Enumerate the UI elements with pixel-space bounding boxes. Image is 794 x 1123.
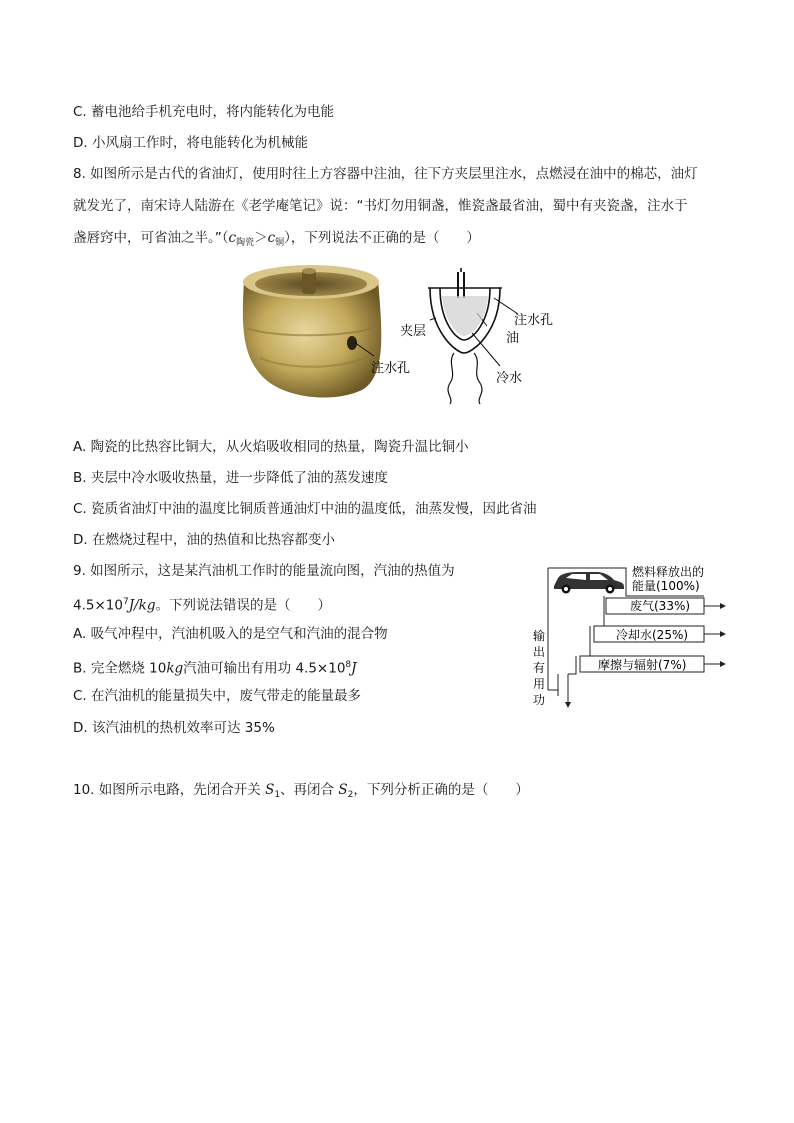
oil-lamp-figure bbox=[232, 258, 572, 408]
useful-char-3: 有 bbox=[533, 661, 546, 675]
q10-stem bbox=[73, 780, 529, 805]
useful-char-1: 输 bbox=[533, 629, 546, 643]
work-exp: 8 bbox=[345, 660, 352, 670]
sub-copper: 铜 bbox=[275, 238, 285, 248]
car-icon bbox=[554, 572, 624, 594]
q9-option-d: D. 该汽油机的热机效率可达 35% bbox=[73, 720, 275, 736]
useful-char-4: 用 bbox=[533, 677, 546, 691]
q10-stem-text: 10. 如图所示电路，先闭合开关 bbox=[73, 782, 266, 798]
kg-unit: kg bbox=[166, 660, 184, 677]
oil-fill bbox=[442, 296, 488, 336]
q10-sep: 、再闭合 bbox=[280, 782, 339, 798]
label-cold-water: 冷水 bbox=[496, 371, 523, 386]
q8-option-a: A. 陶瓷的比热容比铜大，从火焰吸收相同的热量，陶瓷升温比铜小 bbox=[73, 439, 469, 455]
q8-option-c: C. 瓷质省油灯中油的温度比铜质普通油灯中油的温度低，油蒸发慢，因此省油 bbox=[73, 501, 537, 517]
q8-stem-line3 bbox=[73, 228, 480, 253]
switch-s2-sub: 2 bbox=[347, 790, 354, 800]
q10-stem-end: ，下列分析正确的是（ ） bbox=[353, 782, 529, 798]
heat-value-unit: J/kg bbox=[128, 597, 156, 614]
q9-option-b-text: B. 完全燃烧 10 bbox=[73, 660, 167, 677]
friction-label: 摩擦与辐射(7%) bbox=[598, 658, 687, 672]
switch-s1-sub: 1 bbox=[274, 790, 281, 800]
q9-option-b bbox=[73, 655, 357, 679]
switch-s1: S bbox=[265, 782, 275, 798]
q9-option-b-text2: 汽油可输出有用功 4.5×10 bbox=[183, 660, 346, 677]
q7-option-c: C. 蓄电池给手机充电时，将内能转化为电能 bbox=[73, 104, 335, 120]
q8-option-b: B. 夹层中冷水吸收热量，进一步降低了油的蒸发速度 bbox=[73, 470, 388, 486]
q8-stem-line2: 就发光了，南宋诗人陆游在《老学庵笔记》说：“书灯勿用铜盏，惟瓷盏最省油，蜀中有夹瓷盏，注水于 bbox=[73, 198, 688, 214]
coolant-label: 冷却水(25%) bbox=[616, 628, 689, 642]
q7-option-d: D. 小风扇工作时，将电能转化为机械能 bbox=[73, 135, 308, 151]
label-hole-left: 注水孔 bbox=[371, 361, 411, 376]
q9-stem-line1: 9. 如图所示，这是某汽油机工作时的能量流向图，汽油的热值为 bbox=[73, 563, 455, 579]
q8-stem-line1: 8. 如图所示是古代的省油灯，使用时往上方容器中注油，往下方夹层里注水，点燃浸在油中的棉芯，油灯 bbox=[73, 166, 698, 182]
q8-stem-end: ），下列说法不正确的是（ ） bbox=[284, 230, 480, 246]
q8-option-d: D. 在燃烧过程中，油的热值和比热容都变小 bbox=[73, 532, 335, 548]
heat-value-exp: 7 bbox=[122, 597, 129, 607]
sub-ceramic: 陶瓷 bbox=[236, 238, 255, 248]
useful-char-5: 功 bbox=[533, 693, 546, 707]
q9-option-c: C. 在汽油机的能量损失中，废气带走的能量最多 bbox=[73, 688, 362, 704]
q9-stem-end: 。下列说法错误的是（ ） bbox=[155, 597, 331, 614]
q9-stem-line2 bbox=[73, 592, 331, 616]
label-interlayer: 夹层 bbox=[400, 324, 427, 339]
c-symbol: c bbox=[228, 230, 237, 246]
gt-sign: ＞ bbox=[254, 230, 268, 246]
useful-char-2: 出 bbox=[533, 645, 546, 659]
useful-work-label bbox=[533, 628, 545, 707]
joule-unit: J bbox=[351, 660, 357, 677]
switch-s2: S bbox=[338, 782, 348, 798]
exhaust-label: 废气(33%) bbox=[630, 599, 691, 613]
lamp-photo bbox=[243, 265, 381, 398]
fuel-label-2: 能量(100%) bbox=[632, 579, 700, 593]
label-oil: 油 bbox=[506, 331, 520, 346]
q9-option-a: A. 吸气冲程中，汽油机吸入的是空气和汽油的混合物 bbox=[73, 626, 388, 642]
label-hole-right: 注水孔 bbox=[514, 313, 554, 328]
q8-stem-text: 盏唇窍中，可省油之半。”（ bbox=[73, 230, 229, 246]
heat-value: 4.5×10 bbox=[73, 597, 123, 614]
energy-flow-diagram bbox=[528, 562, 728, 712]
c-symbol-2: c bbox=[267, 230, 276, 246]
fuel-label-1: 燃料释放出的 bbox=[632, 565, 705, 579]
